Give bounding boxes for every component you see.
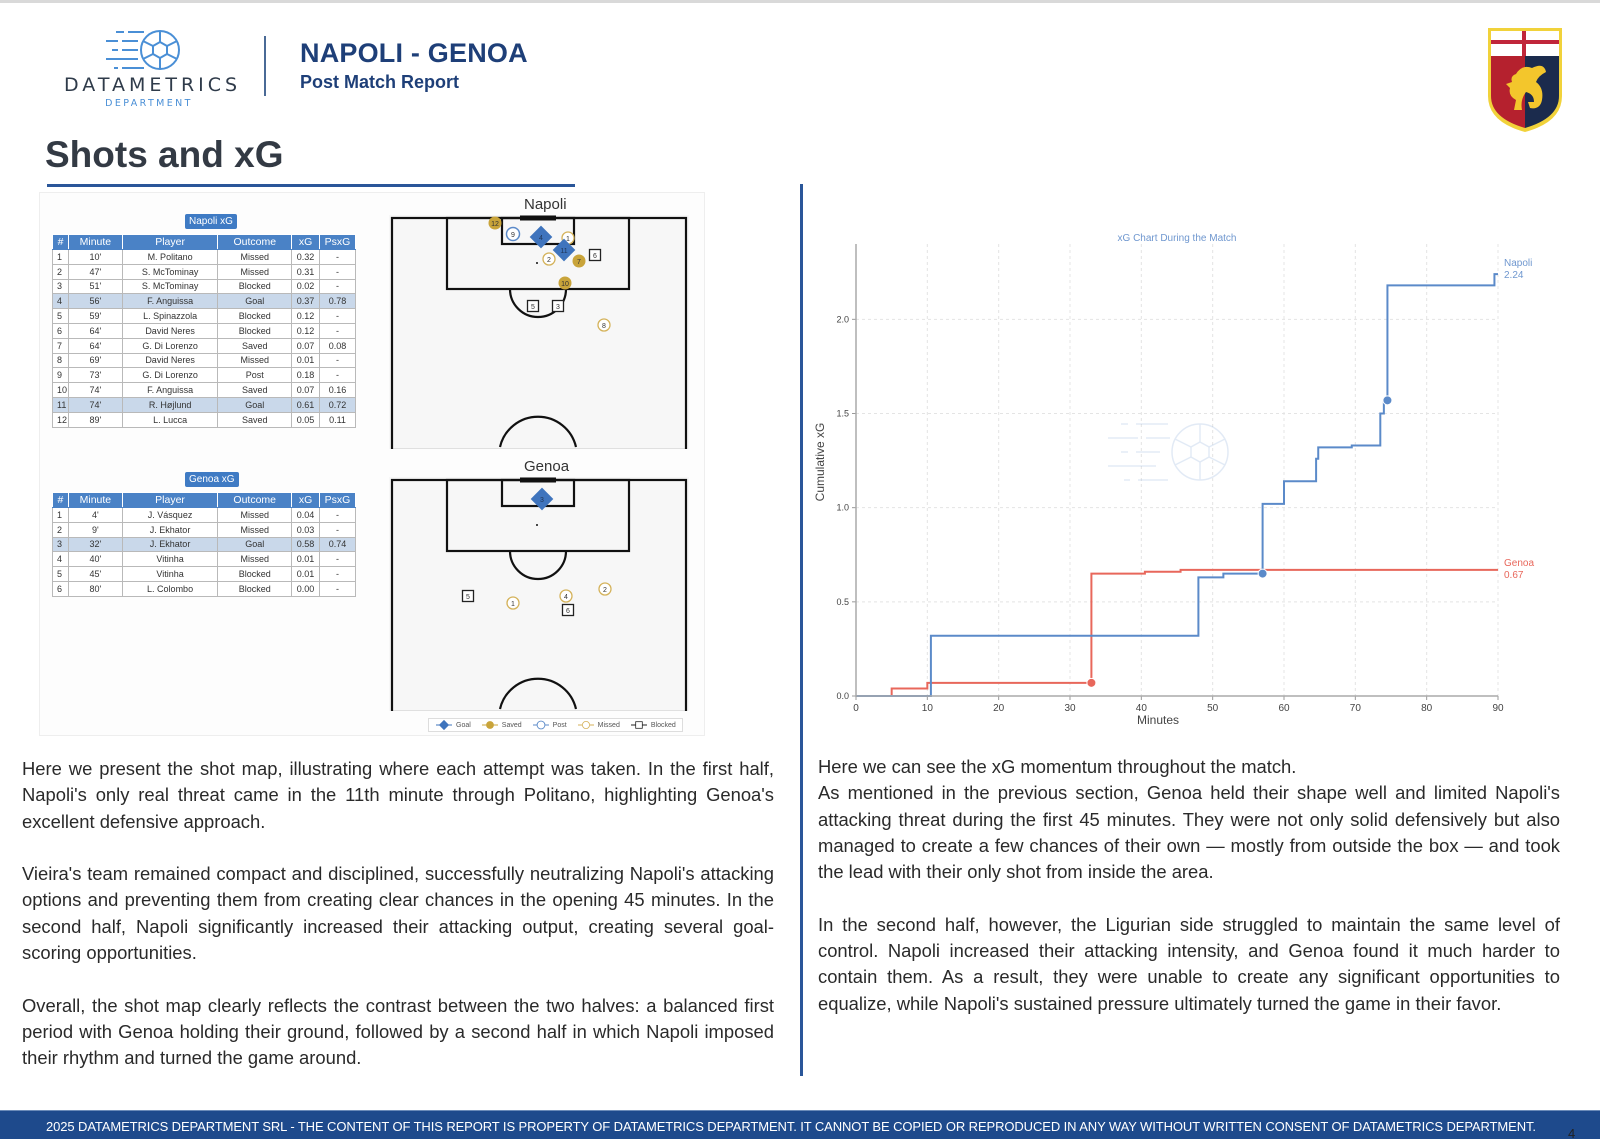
brand-name: DATAMETRICS	[64, 74, 242, 96]
shot-marker-post	[537, 721, 545, 729]
paragraph: In the second half, however, the Ligurian side struggled to maintain the same level of control. Napoli increased their attacking intensity, and Genoa found it much harder to contain them. As a result, they were unable to create any significant opportunities to equalize, while Napoli's sustained pressure ultimately turned the game in their favor.	[818, 913, 1560, 1014]
x-tick-label: 50	[1207, 703, 1219, 714]
cell-psxg: -	[320, 309, 356, 324]
cell-minute: 40'	[68, 552, 122, 567]
table-row	[53, 567, 356, 582]
cell-xg: 0.31	[292, 264, 320, 279]
paragraph: As mentioned in the previous section, Genoa held their shape well and limited Napoli's attacking threat during the first 45 minutes. They were not only solid defensively but also managed to create a few chances of their own — mostly from outside the box — and took the lead with their only shot from inside the area.	[818, 782, 1560, 883]
cell-xg: 0.00	[292, 581, 320, 596]
cell-minute: 89'	[68, 412, 122, 427]
cell-outcome: Missed	[218, 250, 292, 265]
match-title: NAPOLI - GENOA	[300, 38, 528, 68]
legend-label: Goal	[456, 721, 471, 729]
cell-player: F. Anguissa	[122, 294, 218, 309]
cell-n: 4	[53, 294, 69, 309]
shot-number: 1	[511, 601, 515, 608]
table-row	[53, 508, 356, 523]
cell-outcome: Post	[218, 368, 292, 383]
legend-item-missed	[577, 719, 620, 731]
page-number: 4	[1568, 1126, 1576, 1139]
cell-xg: 0.07	[292, 383, 320, 398]
cell-player: R. Højlund	[122, 397, 218, 412]
shot-number: 4	[564, 594, 568, 601]
napoli-goal-marker	[1258, 569, 1267, 578]
table-row	[53, 264, 356, 279]
cell-player: G. Di Lorenzo	[122, 368, 218, 383]
cell-minute: 4'	[68, 508, 122, 523]
x-tick-label: 90	[1492, 703, 1504, 714]
cell-xg: 0.03	[292, 522, 320, 537]
genoa-shotmap-title: Genoa	[524, 458, 570, 475]
cell-n: 5	[53, 567, 69, 582]
col-header: Outcome	[218, 493, 292, 508]
cell-outcome: Missed	[218, 552, 292, 567]
table-row	[53, 294, 356, 309]
cell-player: L. Spinazzola	[122, 309, 218, 324]
cell-outcome: Missed	[218, 508, 292, 523]
cell-n: 1	[53, 508, 69, 523]
cell-outcome: Blocked	[218, 309, 292, 324]
blocked-marker-icon	[630, 719, 648, 731]
cell-psxg: 0.16	[320, 383, 356, 398]
table-row	[53, 309, 356, 324]
cell-n: 2	[53, 264, 69, 279]
col-header: #	[53, 235, 69, 250]
cell-player: Vitinha	[122, 552, 218, 567]
genoa-xg-badge: Genoa xG	[185, 472, 239, 487]
cell-xg: 0.12	[292, 309, 320, 324]
x-tick-label: 30	[1064, 703, 1076, 714]
napoli-xg-table	[52, 234, 356, 428]
cell-n: 10	[53, 383, 69, 398]
cell-psxg: -	[320, 522, 356, 537]
shot-marker-missed	[582, 721, 589, 728]
y-tick-label: 0.5	[836, 596, 849, 607]
napoli-xg-badge: Napoli xG	[185, 214, 237, 229]
x-tick-label: 20	[993, 703, 1005, 714]
col-header: PsxG	[320, 493, 356, 508]
x-tick-label: 70	[1349, 703, 1361, 714]
genoa-series-label: Genoa	[1504, 557, 1535, 569]
genoa-shot-map	[389, 477, 689, 711]
paragraph: Vieira's team remained compact and disciplined, successfully neutralizing Napoli's attacking options and preventing them from creating clear chances in the opening 45 minutes. In the second half, Napoli significantly increased their attacking output, creating several goal-scoring opportunities.	[22, 863, 774, 964]
y-axis-label: Cumulative xG	[813, 422, 827, 502]
col-header: #	[53, 493, 69, 508]
shot-marker-saved	[486, 721, 494, 729]
cell-xg: 0.02	[292, 279, 320, 294]
napoli-shotmap-title: Napoli	[524, 196, 567, 213]
cell-player: David Neres	[122, 353, 218, 368]
cell-n: 11	[53, 397, 69, 412]
cell-outcome: Missed	[218, 353, 292, 368]
col-header: xG	[292, 235, 320, 250]
cell-outcome: Goal	[218, 537, 292, 552]
legend-label: Missed	[597, 721, 620, 729]
header-divider	[264, 36, 266, 96]
cell-player: J. Ekhator	[122, 522, 218, 537]
cell-minute: 45'	[68, 567, 122, 582]
shot-map-commentary	[22, 756, 774, 1098]
cell-psxg: -	[320, 353, 356, 368]
cell-minute: 74'	[68, 397, 122, 412]
shot-number: 7	[577, 259, 581, 266]
column-divider	[800, 184, 803, 1076]
shot-marker-blocked	[636, 722, 643, 729]
legend-item-saved	[481, 719, 522, 731]
cell-xg: 0.05	[292, 412, 320, 427]
col-header: PsxG	[320, 235, 356, 250]
cell-psxg: 0.08	[320, 338, 356, 353]
cell-psxg: 0.11	[320, 412, 356, 427]
cell-n: 6	[53, 581, 69, 596]
top-border	[0, 0, 1600, 3]
cell-outcome: Missed	[218, 522, 292, 537]
missed-marker-icon	[577, 719, 595, 731]
y-tick-label: 1.0	[836, 502, 849, 513]
cell-n: 12	[53, 412, 69, 427]
y-tick-label: 0.0	[836, 691, 849, 701]
table-header-row	[53, 235, 356, 250]
cell-outcome: Goal	[218, 294, 292, 309]
cell-psxg: -	[320, 250, 356, 265]
legend-label: Post	[552, 721, 567, 729]
table-row	[53, 353, 356, 368]
table-row	[53, 522, 356, 537]
cell-xg: 0.07	[292, 338, 320, 353]
napoli-series-label: Napoli	[1504, 258, 1533, 270]
paragraph: Here we present the shot map, illustrating where each attempt was taken. In the first half, Napoli's only real threat came in the 11th minute through Politano, highlighting Genoa's excellent defensive approach.	[22, 758, 774, 832]
cell-n: 2	[53, 522, 69, 537]
shot-number: 2	[547, 257, 551, 264]
cell-psxg: -	[320, 552, 356, 567]
cell-player: J. Vásquez	[122, 508, 218, 523]
col-header: Player	[122, 235, 218, 250]
y-tick-label: 2.0	[836, 314, 849, 325]
cell-minute: 80'	[68, 581, 122, 596]
cell-minute: 9'	[68, 522, 122, 537]
footer	[0, 1110, 1600, 1139]
shot-number: 5	[531, 304, 535, 311]
copyright-notice: 2025 DATAMETRICS DEPARTMENT SRL - THE CONTENT OF THIS REPORT IS PROPERTY OF DATAMETRICS DEPARTMENT. IT CANNOT BE COPIED OR REPRODUCED IN ANY WAY WITHOUT WRITTEN CONSENT OF DATAMETRICS DEPARTMENT.	[46, 1119, 1536, 1134]
x-axis-label: Minutes	[1136, 713, 1180, 727]
cell-minute: 51'	[68, 279, 122, 294]
cell-psxg: -	[320, 264, 356, 279]
table-row	[53, 338, 356, 353]
cell-outcome: Missed	[218, 264, 292, 279]
cell-player: S. McTominay	[122, 264, 218, 279]
napoli-shot-map	[389, 215, 689, 449]
cell-player: S. McTominay	[122, 279, 218, 294]
cell-minute: 64'	[68, 338, 122, 353]
table-row	[53, 383, 356, 398]
chart-grid	[856, 244, 1498, 696]
cell-psxg: -	[320, 567, 356, 582]
shot-number: 6	[593, 253, 597, 260]
table-row	[53, 552, 356, 567]
cell-player: M. Politano	[122, 250, 218, 265]
cell-n: 6	[53, 323, 69, 338]
shot-number: 9	[511, 232, 515, 239]
cell-minute: 69'	[68, 353, 122, 368]
shot-number: 6	[566, 608, 570, 615]
cell-psxg: -	[320, 323, 356, 338]
cell-minute: 56'	[68, 294, 122, 309]
shot-number: 8	[602, 323, 606, 330]
cell-xg: 0.01	[292, 552, 320, 567]
shot-number: 10	[561, 281, 569, 288]
cell-psxg: 0.72	[320, 397, 356, 412]
shot-marker-goal	[439, 720, 449, 730]
cell-xg: 0.37	[292, 294, 320, 309]
cell-outcome: Goal	[218, 397, 292, 412]
cell-player: G. Di Lorenzo	[122, 338, 218, 353]
table-row	[53, 537, 356, 552]
legend-item-goal	[435, 719, 471, 731]
brand-subtitle: DEPARTMENT	[105, 98, 193, 109]
section-title: Shots and xG	[45, 134, 284, 175]
table-header-row	[53, 493, 356, 508]
x-tick-label: 0	[853, 703, 859, 714]
cell-outcome: Saved	[218, 383, 292, 398]
shot-map-legend	[428, 718, 683, 732]
cell-minute: 73'	[68, 368, 122, 383]
table-row	[53, 581, 356, 596]
xg-timeline-chart	[808, 224, 1568, 740]
cell-minute: 47'	[68, 264, 122, 279]
napoli-final-xg: 2.24	[1504, 270, 1524, 282]
napoli-goal-marker	[1383, 396, 1392, 405]
cell-xg: 0.01	[292, 567, 320, 582]
y-tick-label: 1.5	[836, 408, 849, 419]
col-header: Outcome	[218, 235, 292, 250]
cell-xg: 0.58	[292, 537, 320, 552]
legend-label: Blocked	[650, 721, 676, 729]
shot-number: 11	[560, 248, 568, 255]
x-tick-label: 40	[1135, 703, 1147, 714]
shot-number: 1	[566, 236, 570, 243]
cell-n: 5	[53, 309, 69, 324]
post-marker-icon	[532, 719, 550, 731]
cell-outcome: Blocked	[218, 567, 292, 582]
cell-xg: 0.61	[292, 397, 320, 412]
paragraph: Here we can see the xG momentum throughout the match.	[818, 756, 1297, 777]
cell-minute: 59'	[68, 309, 122, 324]
cell-xg: 0.32	[292, 250, 320, 265]
cell-outcome: Blocked	[218, 279, 292, 294]
cell-psxg: -	[320, 368, 356, 383]
xg-commentary	[818, 754, 1560, 1043]
saved-marker-icon	[481, 719, 499, 731]
cell-outcome: Saved	[218, 338, 292, 353]
cell-n: 3	[53, 537, 69, 552]
cell-player: L. Colombo	[122, 581, 218, 596]
cell-psxg: -	[320, 279, 356, 294]
genoa-final-xg: 0.67	[1504, 569, 1524, 581]
col-header: xG	[292, 493, 320, 508]
shot-number: 5	[466, 594, 470, 601]
legend-item-blocked	[630, 719, 676, 731]
cell-n: 7	[53, 338, 69, 353]
genoa-crest-icon	[1486, 26, 1564, 134]
cell-n: 1	[53, 250, 69, 265]
paragraph: Overall, the shot map clearly reflects the contrast between the two halves: a balanced first period with Genoa holding their ground, followed by a second half in which Napoli imposed their rhythm and turned the game around.	[22, 994, 774, 1069]
datametrics-logo	[60, 28, 242, 110]
cell-n: 3	[53, 279, 69, 294]
genoa-xg-table	[52, 492, 356, 597]
cell-psxg: 0.78	[320, 294, 356, 309]
genoa-goal-marker	[1087, 678, 1096, 687]
table-row	[53, 412, 356, 427]
cell-xg: 0.18	[292, 368, 320, 383]
col-header: Minute	[68, 235, 122, 250]
report-type: Post Match Report	[300, 72, 460, 92]
cell-minute: 32'	[68, 537, 122, 552]
cell-n: 4	[53, 552, 69, 567]
cell-outcome: Blocked	[218, 323, 292, 338]
legend-label: Saved	[501, 721, 522, 729]
cell-psxg: -	[320, 508, 356, 523]
shot-number: 3	[540, 497, 544, 504]
cell-psxg: -	[320, 581, 356, 596]
x-tick-label: 10	[921, 703, 933, 714]
cell-minute: 10'	[68, 250, 122, 265]
cell-player: F. Anguissa	[122, 383, 218, 398]
cell-minute: 74'	[68, 383, 122, 398]
table-row	[53, 250, 356, 265]
cell-xg: 0.04	[292, 508, 320, 523]
cell-player: Vitinha	[122, 567, 218, 582]
legend-item-post	[532, 719, 567, 731]
shot-number: 4	[539, 235, 543, 242]
x-tick-label: 80	[1421, 703, 1433, 714]
table-row	[53, 368, 356, 383]
x-tick-label: 60	[1278, 703, 1290, 714]
cell-outcome: Blocked	[218, 581, 292, 596]
cell-psxg: 0.74	[320, 537, 356, 552]
shot-map-panel	[39, 192, 705, 736]
cell-minute: 64'	[68, 323, 122, 338]
chart-title: xG Chart During the Match	[1117, 233, 1237, 244]
football-logo-icon	[104, 28, 184, 72]
shot-number: 12	[491, 221, 499, 228]
cell-player: J. Ekhator	[122, 537, 218, 552]
cell-n: 8	[53, 353, 69, 368]
col-header: Player	[122, 493, 218, 508]
cell-outcome: Saved	[218, 412, 292, 427]
col-header: Minute	[68, 493, 122, 508]
table-row	[53, 279, 356, 294]
cell-player: David Neres	[122, 323, 218, 338]
cell-xg: 0.01	[292, 353, 320, 368]
cell-xg: 0.12	[292, 323, 320, 338]
cell-player: L. Lucca	[122, 412, 218, 427]
section-underline	[47, 184, 575, 187]
table-row	[53, 323, 356, 338]
shot-number: 2	[603, 587, 607, 594]
table-row	[53, 397, 356, 412]
shot-number: 3	[556, 304, 560, 311]
cell-n: 9	[53, 368, 69, 383]
goal-marker-icon	[435, 719, 453, 731]
